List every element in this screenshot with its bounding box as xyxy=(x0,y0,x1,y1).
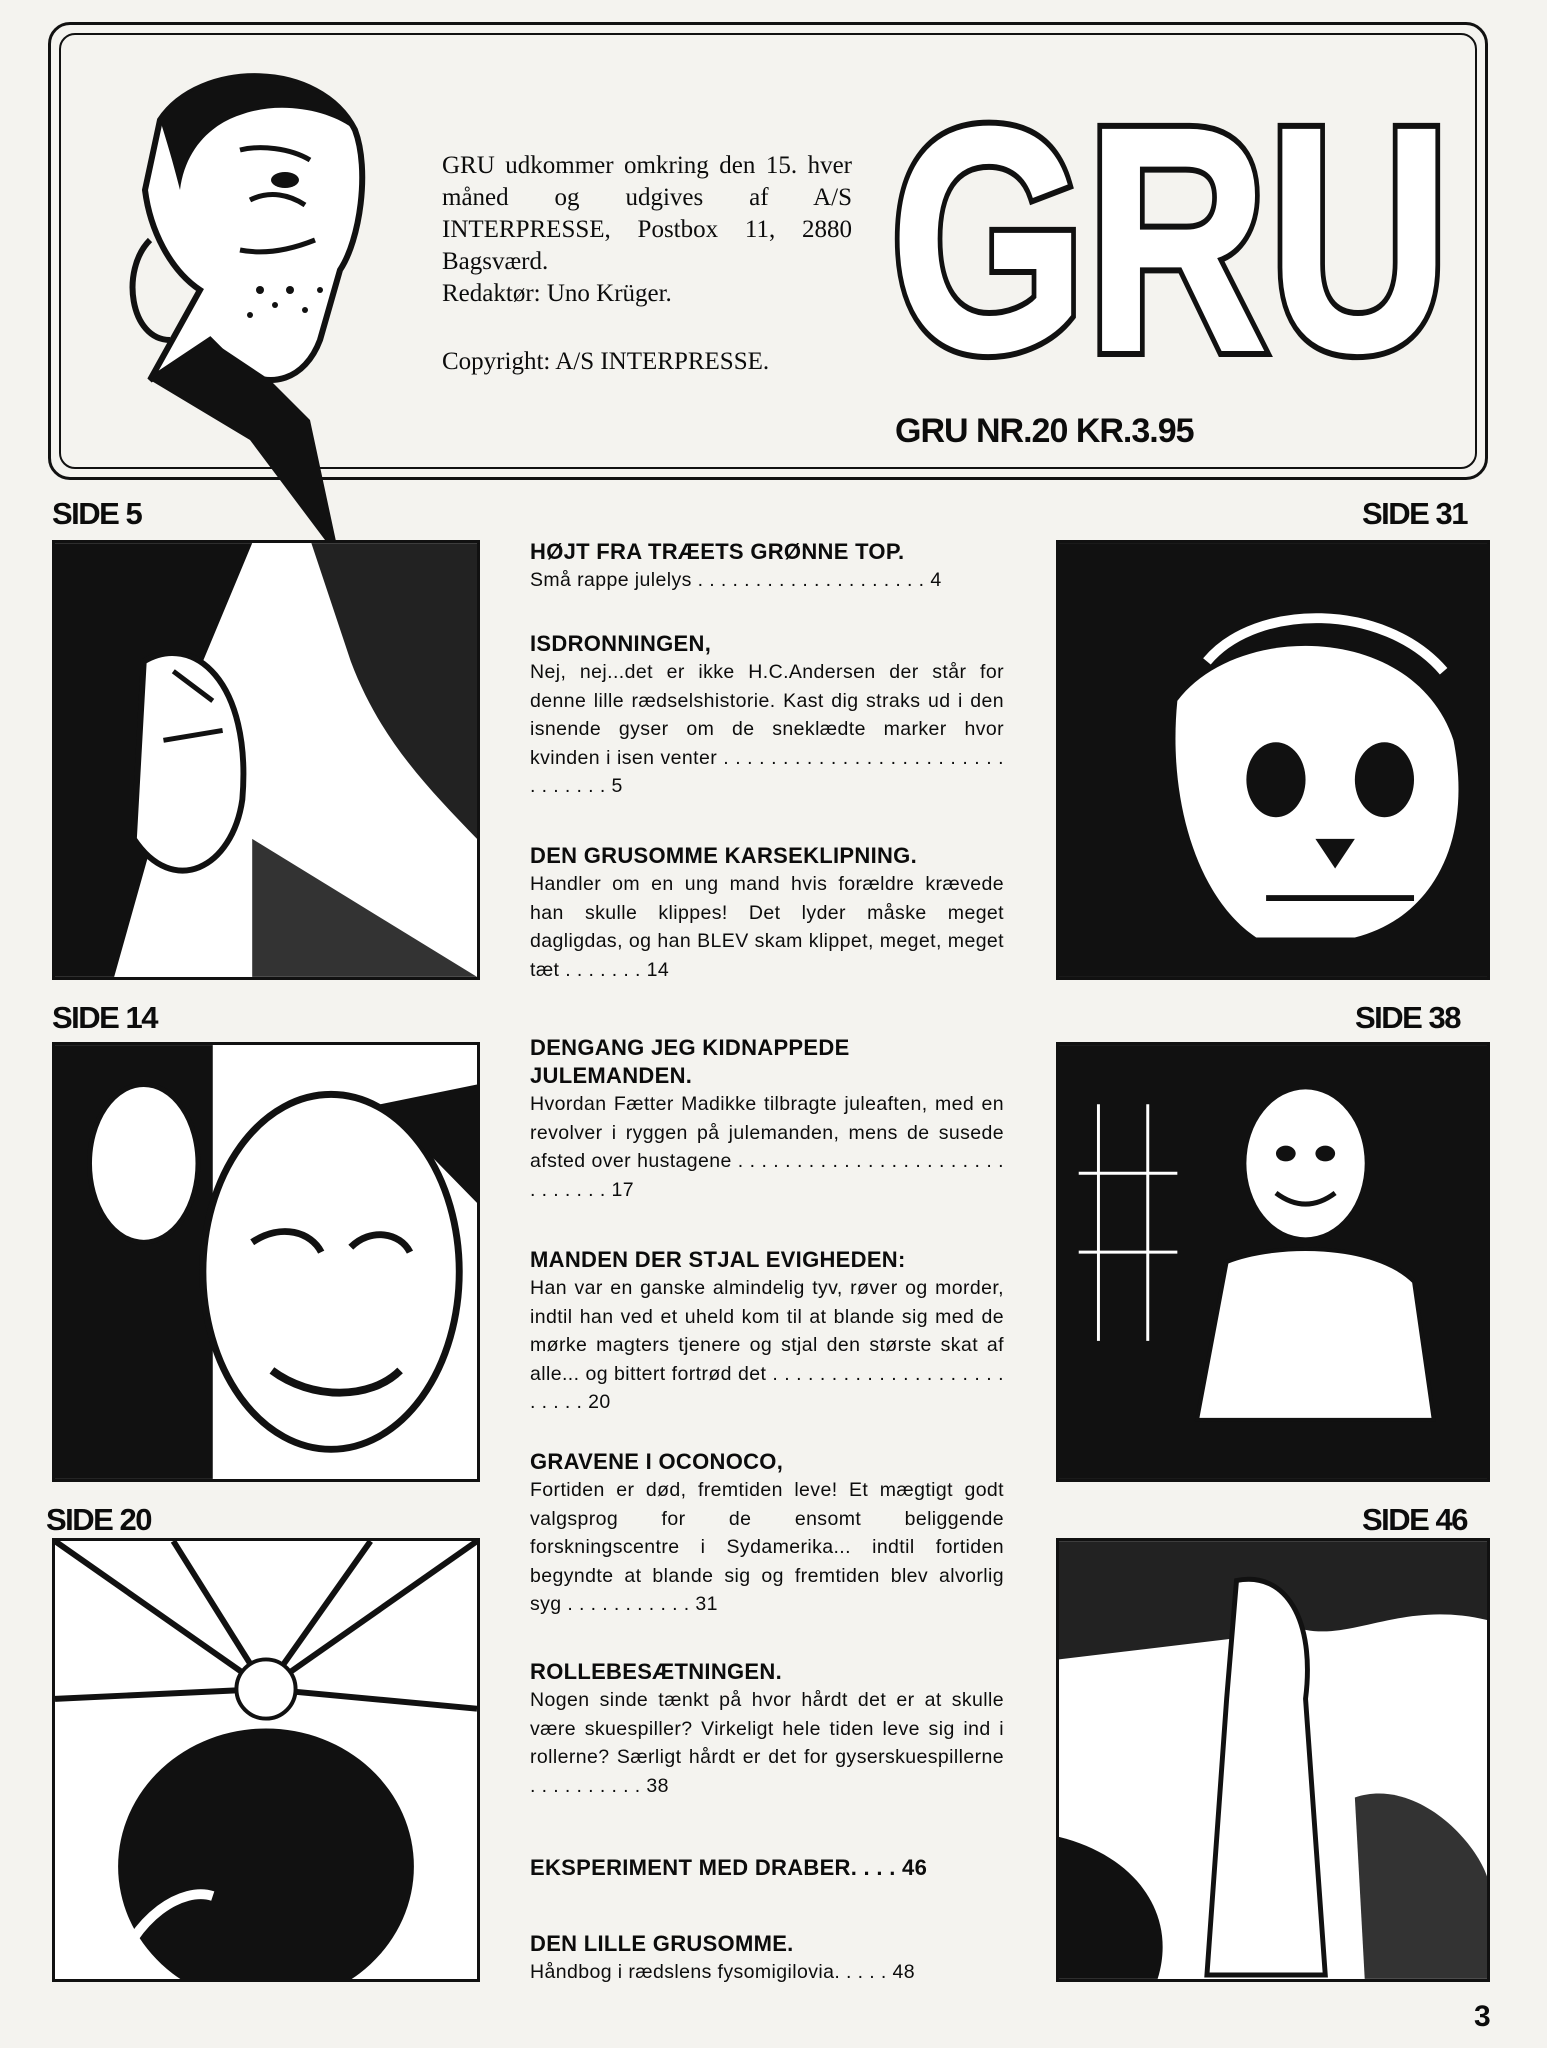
side-label-right-3: SIDE 46 xyxy=(1362,1502,1467,1537)
side-label-left-2: SIDE 14 xyxy=(52,1000,157,1035)
gru-logo-text: GRU xyxy=(890,60,1450,410)
page-number: 3 xyxy=(1474,2000,1491,2033)
publisher-line: GRU udkommer omkring den 15. hver måned og udgives af A/S INTERPRESSE, Postbox 11, 2880 Bagsværd. xyxy=(442,152,852,275)
toc-entry-title: MANDEN DER STJAL EVIGHEDEN: xyxy=(530,1247,906,1272)
toc-entry-description: Hvordan Fætter Madikke tilbragte juleaften, med en revolver i ryggen på julemanden, mens de susede afsted over hustagene . . . . . . . . . . . . . . . . . . . . . . . . . . . . . . 17 xyxy=(530,1093,1004,1201)
toc-entry xyxy=(530,842,1004,984)
editor-line: Redaktør: Uno Krüger. xyxy=(442,280,672,307)
side-label-right-2: SIDE 38 xyxy=(1355,1000,1460,1035)
toc-entry-description: Nogen sinde tænkt på hvor hårdt det er at skulle være skuespiller? Virkeligt hele tiden leve sig ind i rollerne? Særligt hårdt er det for gyserskuespillerne . . . . . . . . . . 38 xyxy=(530,1689,1004,1797)
toc-entry-description: Nej, nej...det er ikke H.C.Andersen der står for denne lille rædselshistorie. Kast dig straks ud i den isnende gyser om de sneklædte marker hvor kvinden i isen venter . . . . . . . . . . . . . . . . . . . . . . . . . . . . . . . 5 xyxy=(530,661,1004,797)
svg-text:GRU: GRU xyxy=(890,60,1450,410)
toc-entry xyxy=(530,1854,1004,1882)
toc-entry xyxy=(530,1930,1004,1987)
toc-entry xyxy=(530,1034,1004,1204)
comic-panel-side-5 xyxy=(52,540,480,980)
toc-entry-title: EKSPERIMENT MED DRABER. . . . 46 xyxy=(530,1855,928,1880)
ghoul-mascot-illustration xyxy=(90,40,430,560)
toc-entry-description: Han var en ganske almindelig tyv, røver og morder, indtil han ved et uheld kom til at blande sig med de mørke magters tjenere og stjal den største skat af alle... og bittert fortrød det . . . . . . . . . . . . . . . . . . . . . . . . . 20 xyxy=(530,1277,1004,1413)
side-label-left-1: SIDE 5 xyxy=(52,496,142,531)
comic-panel-side-31 xyxy=(1056,540,1490,980)
toc-entry xyxy=(530,1246,1004,1417)
toc-entry-description: Håndbog i rædslens fysomigilovia. . . . . 48 xyxy=(530,1961,916,1983)
comic-panel-side-14 xyxy=(52,1042,480,1482)
comic-panel-side-20 xyxy=(52,1538,480,1982)
toc-entry-title: DENGANG JEG KIDNAPPEDE JULEMANDEN. xyxy=(530,1035,850,1088)
side-label-left-3: SIDE 20 xyxy=(46,1502,151,1537)
toc-entry-title: ISDRONNINGEN, xyxy=(530,631,712,656)
issue-price-line: GRU NR.20 KR.3.95 xyxy=(895,412,1194,450)
toc-entry-title: ROLLEBESÆTNINGEN. xyxy=(530,1659,782,1684)
toc-entry-title: DEN LILLE GRUSOMME. xyxy=(530,1931,794,1956)
comic-panel-side-46 xyxy=(1056,1538,1490,1982)
toc-entry xyxy=(530,1658,1004,1800)
toc-entry-description: Handler om en ung mand hvis forældre krævede han skulle klippes! Det lyder måske meget dagligdas, og han BLEV skam klippet, meget, meget tæt . . . . . . . 14 xyxy=(530,873,1004,981)
side-label-right-1: SIDE 31 xyxy=(1362,496,1467,531)
toc-entry-title: DEN GRUSOMME KARSEKLIPNING. xyxy=(530,843,918,868)
toc-entry-description: Små rappe julelys . . . . . . . . . . . . . . . . . . . . 4 xyxy=(530,569,942,591)
toc-entry-title: GRAVENE I OCONOCO, xyxy=(530,1449,784,1474)
toc-entry-description: Fortiden er død, fremtiden leve! Et mægtigt godt valgsprog for de ensomt beliggende forskningscentre i Sydamerika... indtil fortiden begyndte at blande sig og fremtiden blev alvorlig syg . . . . . . . . . . . 31 xyxy=(530,1479,1004,1615)
copyright-line: Copyright: A/S INTERPRESSE. xyxy=(442,348,770,375)
toc-entry-title: HØJT FRA TRÆETS GRØNNE TOP. xyxy=(530,539,905,564)
gru-logo xyxy=(880,50,1460,410)
comic-panel-side-38 xyxy=(1056,1042,1490,1482)
publication-info xyxy=(442,150,852,310)
toc-entry xyxy=(530,538,1004,595)
toc-entry xyxy=(530,630,1004,801)
toc-entry xyxy=(530,1448,1004,1619)
